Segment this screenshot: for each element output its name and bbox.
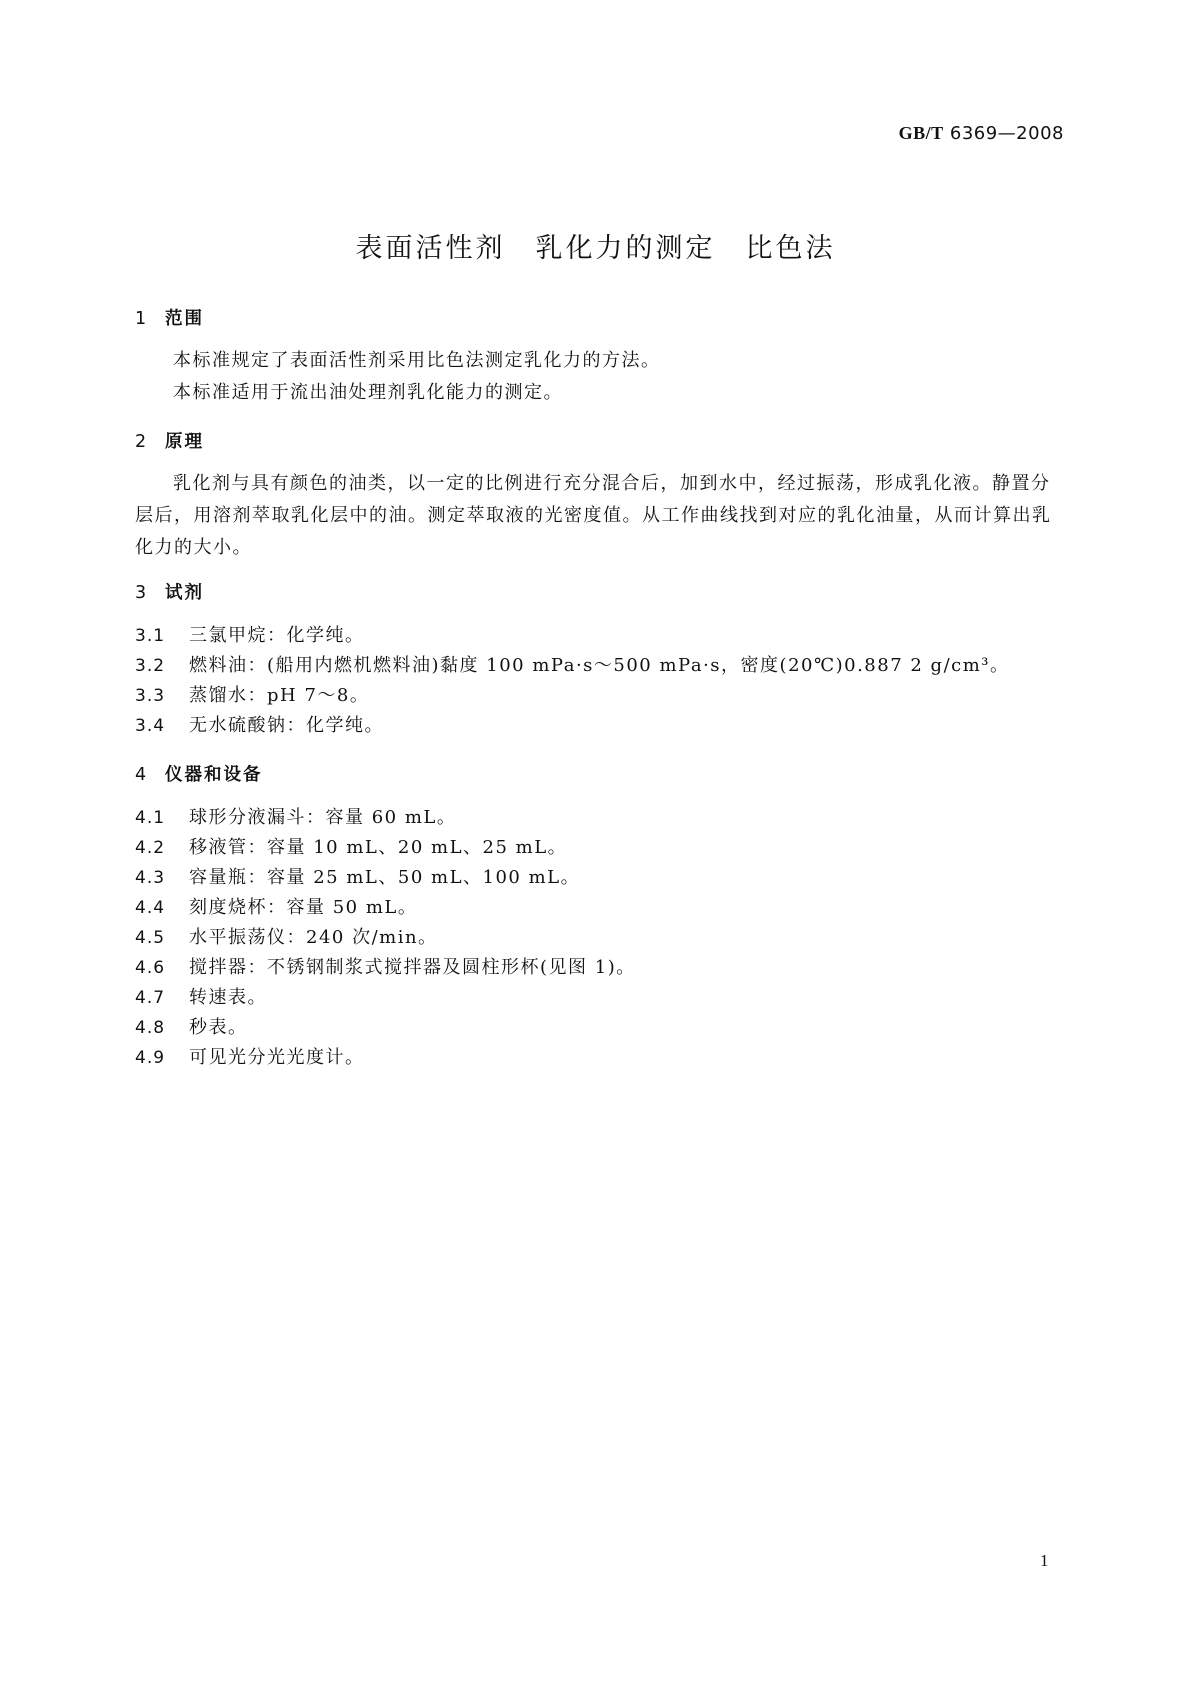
standard-number — [899, 123, 1064, 144]
section-heading-apparatus — [135, 761, 263, 786]
section-number: 2 — [135, 432, 149, 452]
reagent-item — [135, 711, 384, 737]
clause-text: 刻度烧杯：容量 50 mL。 — [189, 897, 418, 918]
section-heading-scope — [135, 305, 204, 330]
clause-number: 4.4 — [135, 898, 166, 918]
section-heading-principle — [135, 428, 204, 453]
section-title: 仪器和设备 — [165, 765, 263, 785]
clause-number: 4.8 — [135, 1018, 166, 1038]
clause-text: 搅拌器：不锈钢制浆式搅拌器及圆柱形杯(见图 1)。 — [189, 957, 636, 978]
scope-paragraph-2: 本标准适用于流出油处理剂乳化能力的测定。 — [173, 382, 563, 403]
clause-text: 蒸馏水：pH 7～8。 — [189, 685, 370, 706]
section-title: 范围 — [165, 309, 204, 329]
clause-number: 3.3 — [135, 686, 166, 706]
clause-number: 3.4 — [135, 716, 166, 736]
clause-text: 秒表。 — [189, 1017, 248, 1038]
section-number: 1 — [135, 309, 149, 329]
section-title: 试剂 — [165, 583, 204, 603]
clause-number: 4.1 — [135, 808, 166, 828]
apparatus-item — [135, 893, 417, 919]
clause-number: 3.2 — [135, 656, 166, 676]
section-heading-reagents — [135, 579, 204, 604]
clause-number: 4.9 — [135, 1048, 166, 1068]
apparatus-item — [135, 863, 580, 889]
section-title: 原理 — [165, 432, 204, 452]
clause-number: 4.2 — [135, 838, 166, 858]
principle-paragraph: 乳化剂与具有颜色的油类，以一定的比例进行充分混合后，加到水中，经过振荡，形成乳化液。静置分层后，用溶剂萃取乳化层中的油。测定萃取液的光密度值。从工作曲线找到对应的乳化油量，从而计算出乳化力的大小。 — [135, 473, 1052, 558]
clause-text: 容量瓶：容量 25 mL、50 mL、100 mL。 — [189, 867, 581, 888]
clause-text: 三氯甲烷：化学纯。 — [189, 625, 365, 646]
reagent-item — [135, 651, 1010, 677]
clause-number: 3.1 — [135, 626, 166, 646]
section-number: 3 — [135, 583, 149, 603]
clause-text: 燃料油：(船用内燃机燃料油)黏度 100 mPa·s～500 mPa·s，密度(20℃)0.887 2 g/cm³。 — [189, 655, 1010, 676]
apparatus-item — [135, 1043, 365, 1069]
section-number: 4 — [135, 765, 149, 785]
title-part-2: 乳化力的测定 — [535, 233, 716, 264]
clause-number: 4.7 — [135, 988, 166, 1008]
apparatus-item — [135, 803, 456, 829]
apparatus-item — [135, 923, 438, 949]
standard-code: 6369—2008 — [949, 123, 1064, 144]
apparatus-item — [135, 1013, 248, 1039]
reagent-item — [135, 681, 369, 707]
clause-text: 转速表。 — [189, 987, 267, 1008]
clause-text: 球形分液漏斗：容量 60 mL。 — [189, 807, 457, 828]
apparatus-item — [135, 953, 636, 979]
clause-number: 4.6 — [135, 958, 166, 978]
title-part-1: 表面活性剂 — [355, 233, 506, 264]
clause-number: 4.3 — [135, 868, 166, 888]
document-title — [0, 226, 1191, 265]
clause-text: 移液管：容量 10 mL、20 mL、25 mL。 — [189, 837, 568, 858]
reagent-item — [135, 621, 365, 647]
clause-text: 无水硫酸钠：化学纯。 — [189, 715, 384, 736]
apparatus-item — [135, 983, 267, 1009]
clause-text: 可见光分光光度计。 — [189, 1047, 365, 1068]
scope-paragraph-1: 本标准规定了表面活性剂采用比色法测定乳化力的方法。 — [173, 350, 661, 371]
standard-prefix: GB/T — [898, 123, 944, 143]
clause-text: 水平振荡仪：240 次/min。 — [189, 927, 438, 948]
clause-number: 4.5 — [135, 928, 166, 948]
title-part-3: 比色法 — [745, 233, 836, 264]
page-number: 1 — [1040, 1551, 1049, 1570]
apparatus-item — [135, 833, 567, 859]
